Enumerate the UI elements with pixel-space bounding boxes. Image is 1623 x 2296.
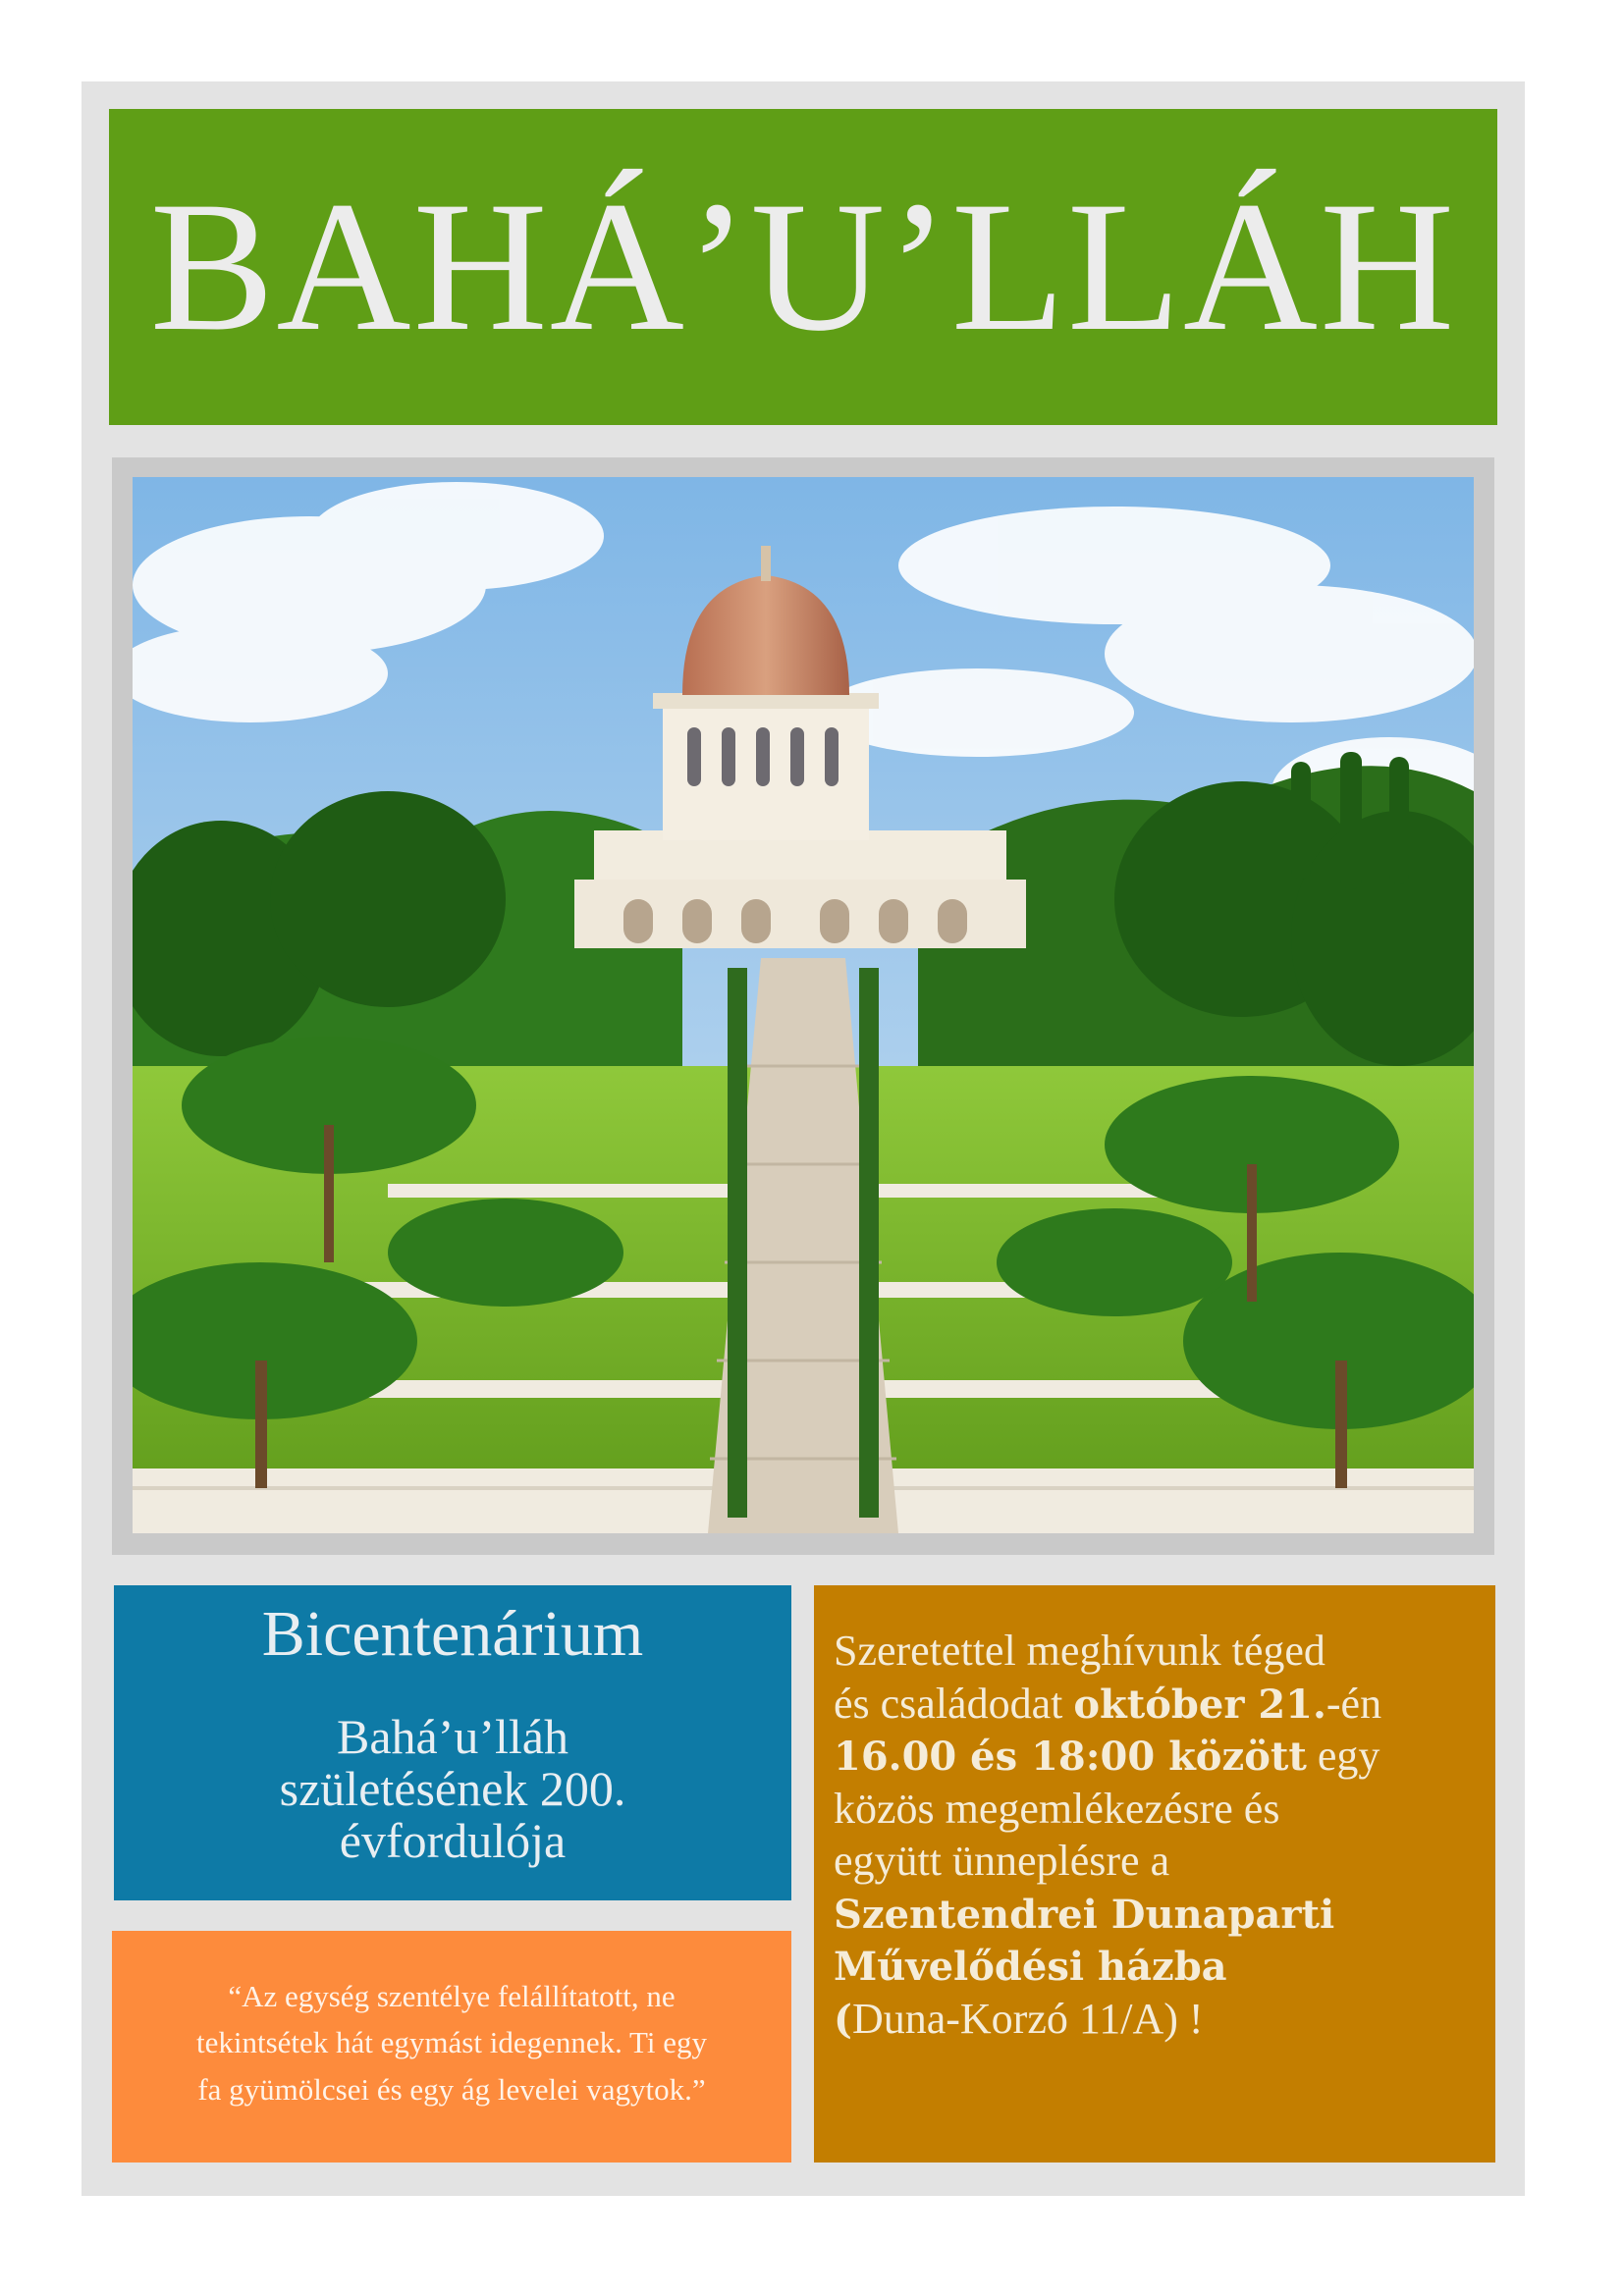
event-time: 16.00 és 18:00 között: [834, 1734, 1307, 1781]
invitation-line: [834, 1888, 1486, 1941]
quote-box: [112, 1931, 791, 2163]
invitation-line: együtt ünneplésre a: [834, 1837, 1170, 1886]
invitation-line: Szeretettel meghívunk téged: [834, 1627, 1325, 1675]
invitation-text: [834, 1625, 1486, 2046]
quote-line: fa gyümölcsei és egy ág levelei vagytok.”: [197, 2071, 706, 2107]
event-date: október 21.: [1073, 1681, 1326, 1728]
invitation-line: [834, 1940, 1486, 1993]
invitation-line: [834, 1993, 1486, 2046]
page-title: BAHÁ’U’LLÁH: [149, 164, 1457, 370]
shrine-photo: [133, 477, 1474, 1533]
invitation-line: [834, 1678, 1486, 1731]
event-subtitle-line: évfordulója: [339, 1813, 567, 1868]
quote-line: tekintsétek hát egymást idegennek. Ti egy: [195, 2025, 708, 2060]
shrine-illustration: [133, 477, 1474, 1533]
venue-address: Duna-Korzó 11/A) !: [851, 1995, 1204, 2044]
venue-name: Művelődési házba: [834, 1944, 1227, 1991]
invitation-box: [814, 1585, 1495, 2163]
invitation-line: [834, 1730, 1486, 1783]
event-subtitle-line: születésének 200.: [279, 1761, 626, 1816]
quote-line: “Az egység szentélye felállítatott, ne: [228, 1979, 676, 2014]
title-banner: [109, 109, 1497, 425]
quote-text: [196, 1973, 707, 2111]
event-heading: Bicentenárium: [261, 1598, 644, 1670]
event-subtitle-line: Bahá’u’lláh: [336, 1709, 568, 1764]
invitation-text-segment: és családodat: [834, 1679, 1074, 1728]
venue-name: Szentendrei Dunaparti: [834, 1891, 1335, 1938]
event-subtitle: [114, 1711, 791, 1867]
venue-paren: (: [834, 1997, 852, 2044]
invitation-text-segment: egy: [1306, 1732, 1380, 1781]
invitation-text-segment: -én: [1325, 1679, 1382, 1728]
invitation-line: közös megemlékezésre és: [834, 1784, 1280, 1833]
event-info-box: [114, 1585, 791, 1900]
